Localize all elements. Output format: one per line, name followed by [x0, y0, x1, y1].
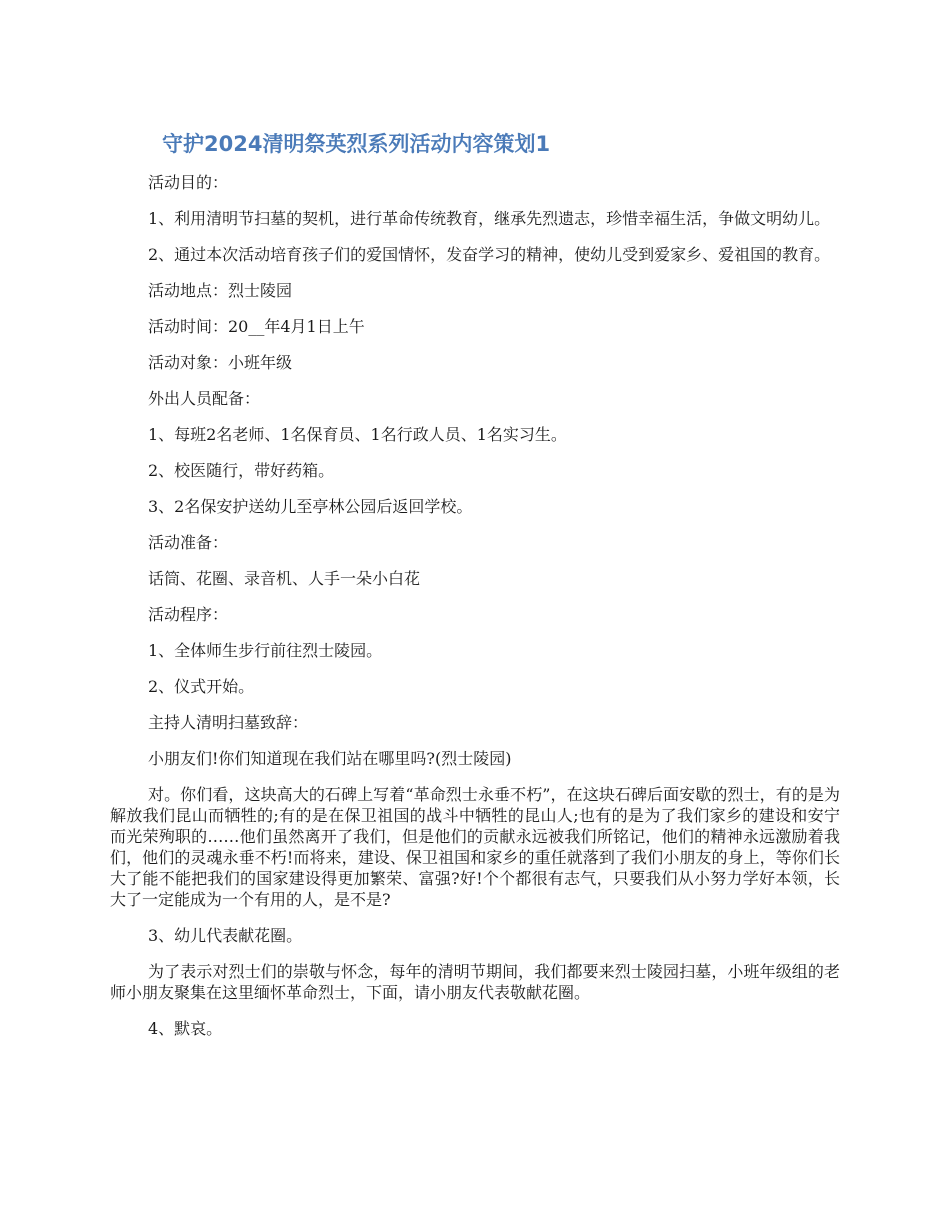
- paragraph-time: 活动时间：20__年4月1日上午: [148, 317, 365, 336]
- paragraph-host-question: 小朋友们!你们知道现在我们站在哪里吗?(烈士陵园): [148, 749, 512, 768]
- paragraph-staff-heading: 外出人员配备：: [148, 389, 261, 408]
- paragraph-host-speech-heading: 主持人清明扫墓致辞：: [148, 713, 309, 732]
- paragraph-purpose-2: 2、通过本次活动培育孩子们的爱国情怀，发奋学习的精神，使幼儿受到爱家乡、爱祖国的教育。: [148, 245, 831, 264]
- paragraph-procedure-heading: 活动程序：: [148, 605, 229, 624]
- paragraph-staff-1: 1、每班2名老师、1名保育员、1名行政人员、1名实习生。: [148, 425, 567, 444]
- paragraph-wreath-speech: 为了表示对烈士们的崇敬与怀念，每年的清明节期间，我们都要来烈士陵园扫墓，小班年级组的老师小朋友聚集在这里缅怀革命烈士，下面，请小朋友代表敬献花圈。: [110, 962, 840, 1002]
- paragraph-purpose-1: 1、利用清明节扫墓的契机，进行革命传统教育，继承先烈遗志，珍惜幸福生活，争做文明幼儿。: [148, 209, 831, 228]
- paragraph-staff-2: 2、校医随行，带好药箱。: [148, 461, 335, 480]
- paragraph-prep-heading: 活动准备：: [148, 533, 229, 552]
- paragraph-purpose-heading: 活动目的：: [148, 173, 229, 192]
- paragraph-host-speech: 对。你们看，这块高大的石碑上写着“革命烈士永垂不朽”，在这块石碑后面安歇的烈士，有的是为解放我们昆山而牺牲的;有的是在保卫祖国的战斗中牺牲的昆山人;也有的是为了我们家乡的建设和安宁而光荣殉职的……他们虽然离开了我们，但是他们的贡献永远被我们所铭记，他们的精神永远激励着我们，他们的灵魂永垂不朽!而将来，建设、保卫祖国和家乡的重任就落到了我们小朋友的身上，等你们长大了能不能把我们的国家建设得更加繁荣、富强?好!个个都很有志气，只要我们从小努力学好本领，长大了一定能成为一个有用的人，是不是?: [110, 785, 840, 909]
- paragraph-procedure-1: 1、全体师生步行前往烈士陵园。: [148, 641, 383, 660]
- paragraph-audience: 活动对象：小班年级: [148, 353, 293, 372]
- document-body: [110, 172, 840, 1054]
- paragraph-procedure-3: 3、幼儿代表献花圈。: [148, 926, 303, 945]
- paragraph-procedure-2: 2、仪式开始。: [148, 677, 255, 696]
- paragraph-location: 活动地点：烈士陵园: [148, 281, 293, 300]
- document-title: 守护2024清明祭英烈系列活动内容策划1: [162, 132, 551, 156]
- paragraph-prep-items: 话筒、花圈、录音机、人手一朵小白花: [148, 569, 421, 588]
- paragraph-staff-3: 3、2名保安护送幼儿至亭林公园后返回学校。: [148, 497, 473, 516]
- paragraph-procedure-4: 4、默哀。: [148, 1019, 223, 1038]
